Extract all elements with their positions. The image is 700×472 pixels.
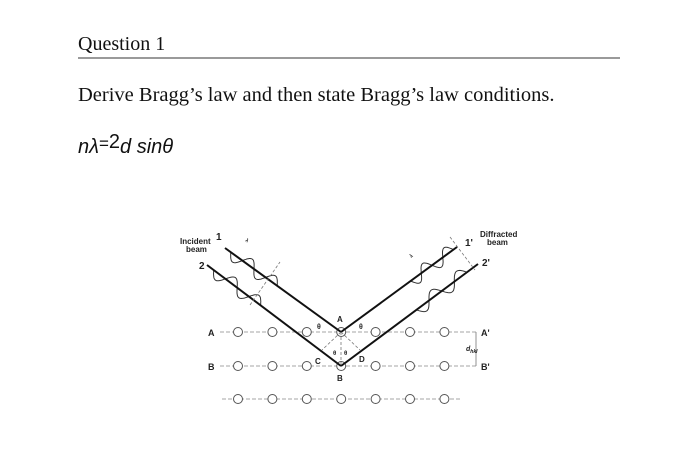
theta-right: θ — [344, 351, 348, 357]
formula-lhs: nλ — [78, 136, 99, 158]
point-C-label: C — [315, 357, 321, 366]
formula-two: 2 — [108, 131, 121, 153]
lattice-planes — [220, 328, 476, 404]
diffracted-label-2: beam — [487, 238, 508, 247]
incident-ray-1 — [225, 248, 341, 332]
point-D-label: D — [359, 355, 365, 364]
theta-incident: θ — [317, 324, 321, 331]
wavelength-label-incident: λ — [243, 237, 250, 245]
d-spacing-label: $d_{hkl}$ — [466, 346, 478, 355]
atom — [234, 362, 243, 371]
diffracted-label-1: Diffracted — [480, 230, 518, 239]
atom — [440, 362, 449, 371]
atom — [371, 395, 380, 404]
ray-1-label: 1 — [216, 232, 222, 243]
atom — [371, 362, 380, 371]
atom — [337, 395, 346, 404]
question-prompt: Derive Bragg’s law and then state Bragg’s law conditions. — [78, 84, 555, 106]
atom — [440, 328, 449, 337]
question-title: Question 1 — [78, 33, 166, 55]
ray-1p-label: 1' — [465, 238, 473, 249]
atom — [268, 395, 277, 404]
ray-2p-label: 2' — [482, 258, 490, 269]
plane-B-label: B — [208, 362, 215, 372]
atom — [406, 395, 415, 404]
atom — [268, 362, 277, 371]
wavelength-label-diffracted: λ — [408, 253, 415, 260]
wave-trains — [214, 247, 468, 311]
atom — [406, 362, 415, 371]
point-A-label: A — [337, 315, 343, 324]
atom — [234, 395, 243, 404]
atom — [234, 328, 243, 337]
formula-equals: = — [98, 134, 109, 153]
theta-left: θ — [333, 351, 337, 357]
ray-2-label: 2 — [199, 261, 205, 272]
plane-Ap-label: A' — [481, 328, 490, 338]
incident-ray-2 — [207, 265, 341, 366]
atom — [302, 362, 311, 371]
incident-label-1: Incident — [180, 237, 211, 246]
diffracted-ray-2 — [341, 264, 478, 366]
plane-Bp-label: B' — [481, 362, 490, 372]
diffracted-ray-1 — [341, 247, 457, 332]
atom — [440, 395, 449, 404]
atom — [371, 328, 380, 337]
atom — [302, 328, 311, 337]
rays — [207, 247, 478, 366]
incident-label-2: beam — [186, 245, 207, 254]
point-B-label: B — [337, 374, 343, 383]
theta-diffracted: θ — [359, 324, 363, 331]
atom — [302, 395, 311, 404]
plane-A-label: A — [208, 328, 215, 338]
atom — [406, 328, 415, 337]
formula-rhs: d sinθ — [120, 136, 174, 158]
atom — [268, 328, 277, 337]
